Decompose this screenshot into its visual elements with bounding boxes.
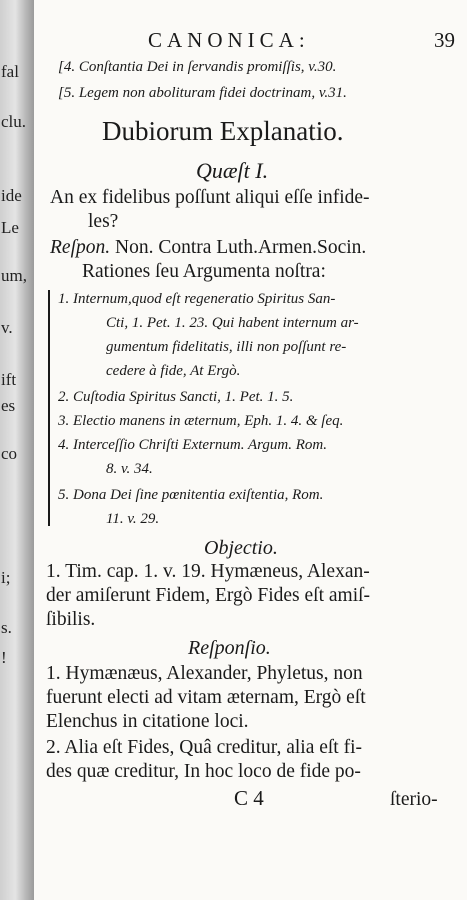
gutter-fragment: co [1,444,18,463]
gutter-fragment: v. [1,318,13,337]
gutter-fragment: i; [1,568,11,587]
question-text: An ex fidelibus poſſunt aliqui eſſe infide- [50,187,370,208]
argument-line: 3. Electio manens in æternum, Eph. 1. 4. & ſeq. [58,413,344,429]
page-number: 39 [434,28,455,52]
response-text: 2. Alia eſt Fides, Quâ creditur, alia eſt fi- [46,737,362,758]
response-text: Non. Contra Luth.Armen.Socin. [114,237,367,258]
objection-text: der amiſerunt Fidem, Ergò Fides eſt amiſ- [46,585,371,606]
gutter-fragment: ift [1,370,17,389]
reference-line: [4. Conſtantia Dei in ſervandis promiſſis, v.30. [58,59,337,75]
question-text: les? [88,211,119,232]
argument-line: 5. Dona Dei ſine pœnitentia exiſtentia, Rom. [58,487,324,503]
page-content [36,0,466,900]
objection-heading: Objectio. [204,537,278,559]
gutter-fragment: fal [1,62,19,81]
response-heading: Reſponſio. [188,637,271,659]
rationes-line: Rationes ſeu Argumenta noſtra: [82,261,326,282]
argument-line: cedere à fide, At Ergò. [106,363,241,379]
running-head: CANONICA: [148,28,310,52]
gutter-fragment: ! [1,648,7,667]
argument-line: 4. Interceſſio Chriſti Externum. Argum. Rom. [58,437,327,453]
gutter-fragment: Le [1,218,19,237]
argument-line: 1. Internum,quod eſt regeneratio Spiritus San- [58,291,336,307]
response-text: des quæ creditur, In hoc loco de fide po- [46,761,361,782]
argument-line: 2. Cuſtodia Spiritus Sancti, 1. Pet. 1. 5. [58,389,294,405]
catchword: ſterio- [390,789,438,810]
argument-line: Cti, 1. Pet. 1. 23. Qui habent internum ar- [106,315,359,331]
objection-text: ſibilis. [46,609,96,630]
section-title: Dubiorum Explanatio. [102,116,344,146]
objection-text: 1. Tim. cap. 1. v. 19. Hymæneus, Alexan- [46,561,370,582]
adjacent-page-gutter [0,0,34,900]
signature-mark: C 4 [234,786,264,810]
question-heading: Quæſt I. [196,158,269,183]
response-text: 1. Hymænæus, Alexander, Phyletus, non [46,663,363,684]
response-text: fuerunt electi ad vitam æternam, Ergò eſt [46,687,366,708]
gutter-fragment: s. [1,618,12,637]
gutter-fragment: um, [1,266,27,285]
response-text: Elenchus in citatione loci. [46,711,249,732]
argument-line: gumentum fidelitatis, illi non poſſunt re- [106,339,347,355]
argument-line: 8. v. 34. [106,461,153,477]
gutter-fragment: es [1,396,16,415]
argument-bracket [48,290,50,526]
gutter-fragment: clu. [1,112,27,131]
response-line [50,238,366,258]
gutter-fragment: ide [1,186,22,205]
response-label: Reſpon. [50,237,111,258]
reference-line: [5. Legem non abolituram fidei doctrinam, v.31. [58,85,347,101]
argument-line: 11. v. 29. [106,511,160,527]
